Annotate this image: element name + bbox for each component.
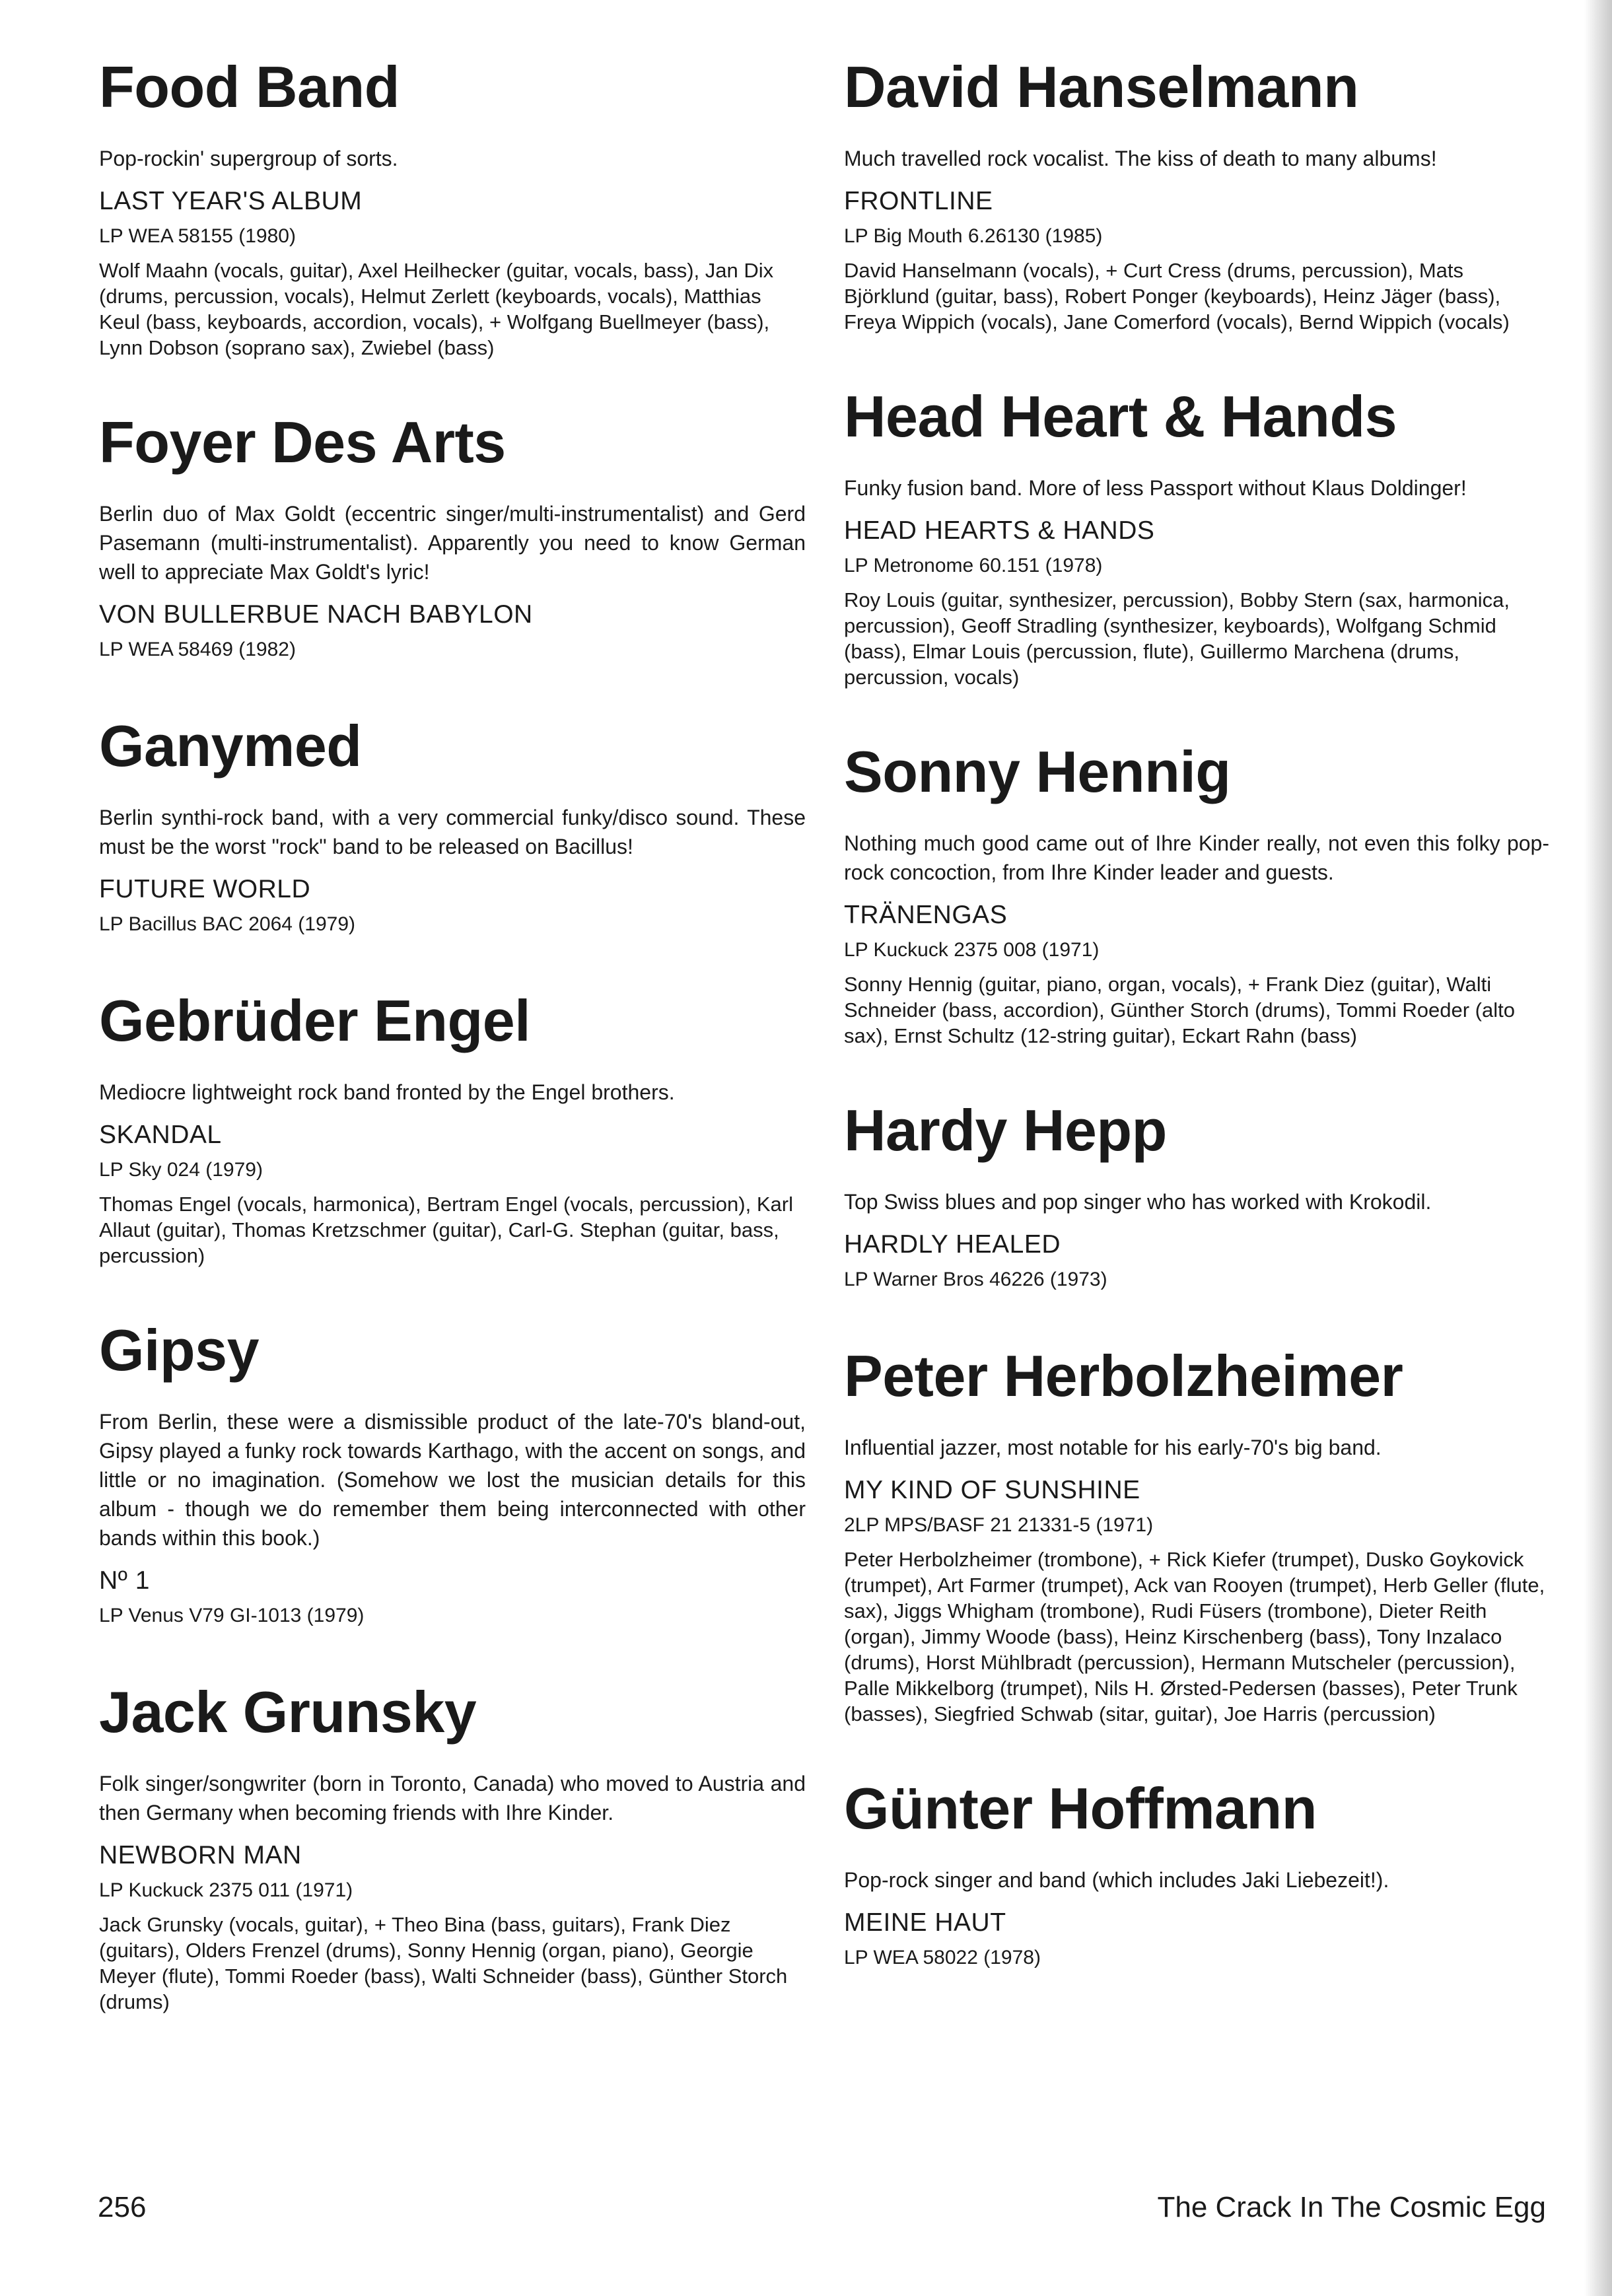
artist-name: Peter Herbolzheimer — [844, 1343, 1403, 1409]
release-info: LP Kuckuck 2375 011 (1971) — [99, 1879, 353, 1901]
release-info: LP Kuckuck 2375 008 (1971) — [844, 939, 1100, 961]
artist-name: Ganymed — [99, 713, 362, 779]
artist-entry — [844, 738, 1549, 1049]
artist-entry — [844, 1774, 1549, 1972]
artist-description: Pop-rock singer and band (which includes Jaki Liebezeit!). — [844, 1868, 1389, 1892]
album-title: TRÄNENGAS — [844, 901, 1008, 929]
release-info: LP Warner Bros 46226 (1973) — [844, 1269, 1107, 1290]
artist-entry — [99, 408, 806, 664]
artist-entry — [99, 712, 806, 939]
artist-entry — [844, 53, 1549, 335]
artist-name: Hardy Hepp — [844, 1097, 1167, 1163]
personnel-list: Thomas Engel (vocals, harmonica), Bertram Engel (vocals, percussion), Karl Allaut (guitar), Thomas Kretzschmer (guitar), Carl-G. Stephan (guitar, bass, percussion) — [99, 1193, 793, 1267]
artist-name: Gebrüder Engel — [99, 988, 531, 1053]
artist-entry — [99, 53, 806, 361]
right-column — [844, 53, 1549, 2020]
album-title: HARDLY HEALED — [844, 1230, 1061, 1259]
release-info: LP WEA 58155 (1980) — [99, 225, 296, 247]
artist-description: Folk singer/songwriter (born in Toronto, Canada) who moved to Austria and then Germany when becoming friends with Ihre Kinder. — [99, 1772, 806, 1825]
release-info: LP Sky 024 (1979) — [99, 1159, 263, 1181]
release-info: 2LP MPS/BASF 21 21331-5 (1971) — [844, 1514, 1154, 1536]
artist-entry — [99, 1316, 806, 1630]
artist-description: Much travelled rock vocalist. The kiss of death to many albums! — [844, 147, 1437, 170]
artist-description: Top Swiss blues and pop singer who has worked with Krokodil. — [844, 1190, 1432, 1214]
album-title: SKANDAL — [99, 1121, 222, 1149]
left-column — [99, 53, 806, 2062]
artist-name: Head Heart & Hands — [844, 384, 1397, 449]
album-title: VON BULLERBUE NACH BABYLON — [99, 600, 533, 629]
artist-entry — [844, 1342, 1549, 1727]
album-title: FRONTLINE — [844, 187, 993, 215]
artist-description: Funky fusion band. More of less Passport without Klaus Doldinger! — [844, 476, 1467, 500]
album-title: NEWBORN MAN — [99, 1841, 302, 1869]
artist-description: Influential jazzer, most notable for his early-70's big band. — [844, 1436, 1382, 1459]
personnel-list: Jack Grunsky (vocals, guitar), + Theo Bina (bass, guitars), Frank Diez (guitars), Olders Frenzel (drums), Sonny Hennig (organ, piano), Georgie Meyer (flute), Tommi Roeder (bass), Walti Schneider (bass), Günther Storch (drums) — [99, 1913, 788, 2013]
artist-entry — [844, 382, 1549, 690]
album-title: HEAD HEARTS & HANDS — [844, 516, 1155, 545]
release-info: LP WEA 58022 (1978) — [844, 1947, 1041, 1968]
album-title: FUTURE WORLD — [99, 875, 311, 903]
personnel-list: David Hanselmann (vocals), + Curt Cress (drums, percussion), Mats Björklund (guitar, bass), Robert Ponger (keyboards), Heinz Jäger (bass), Freya Wippich (vocals), Jane Comerford (vocals), Bernd Wippich (vocals) — [844, 259, 1510, 333]
release-info: LP WEA 58469 (1982) — [99, 639, 296, 660]
album-title: MY KIND OF SUNSHINE — [844, 1476, 1140, 1504]
album-title: MEINE HAUT — [844, 1908, 1006, 1937]
artist-description: Berlin duo of Max Goldt (eccentric singer/multi-instrumentalist) and Gerd Pasemann (multi-instrumentalist). Apparently you need to know German well to appreciate Max Goldt's lyric! — [99, 502, 806, 584]
album-title: Nº 1 — [99, 1566, 150, 1595]
artist-name: Foyer Des Arts — [99, 409, 506, 475]
artist-entry — [99, 987, 806, 1269]
personnel-list: Wolf Maahn (vocals, guitar), Axel Heilhecker (guitar, vocals, bass), Jan Dix (drums, percussion, vocals), Helmut Zerlett (keyboards, vocals), Matthias Keul (bass, keyboards, accordion, vocals), + Wolfgang Buellmeyer (bass), Lynn Dobson (soprano sax), Zwiebel (bass) — [99, 259, 774, 359]
personnel-list: Roy Louis (guitar, synthesizer, percussion), Bobby Stern (sax, harmonica, percussion), Geoff Stradling (synthesizer, keyboards), Wolfgang Schmid (bass), Elmar Louis (percussion, flute), Guillermo Marchena (drums, percussion, vocals) — [844, 588, 1510, 689]
artist-description: Mediocre lightweight rock band fronted by the Engel brothers. — [99, 1080, 675, 1104]
page-number: 256 — [98, 2191, 147, 2223]
artist-name: Günter Hoffmann — [844, 1776, 1317, 1841]
release-info: LP Venus V79 GI-1013 (1979) — [99, 1605, 365, 1626]
artist-description: Pop-rockin' supergroup of sorts. — [99, 147, 398, 170]
release-info: LP Bacillus BAC 2064 (1979) — [99, 913, 356, 935]
artist-entry — [99, 1678, 806, 2015]
artist-name: Gipsy — [99, 1317, 260, 1383]
album-title: LAST YEAR'S ALBUM — [99, 187, 363, 215]
artist-name: Jack Grunsky — [99, 1679, 477, 1745]
artist-description: Berlin synthi-rock band, with a very commercial funky/disco sound. These must be the worst "rock" band to be released on Bacillus! — [99, 806, 806, 858]
artist-description: Nothing much good came out of Ihre Kinder really, not even this folky pop-rock concoction, from Ihre Kinder leader and guests. — [844, 831, 1549, 884]
artist-name: Food Band — [99, 54, 400, 120]
release-info: LP Big Mouth 6.26130 (1985) — [844, 225, 1103, 247]
personnel-list: Peter Herbolzheimer (trombone), + Rick Kiefer (trumpet), Dusko Goykovick (trumpet), Art Fɑrmer (trumpet), Ack van Rooyen (trumpet), Herb Geller (flute, sax), Jiggs Whigham (trombone), Rudi Füsers (trombone), Dieter Reith (organ), Jimmy Woode (bass), Heinz Kirschenberg (bass), Tony Inzalaco (drums), Horst Mühlbradt (percussion), Hermann Mutscheler (percussion), Palle Mikkelborg (trumpet), Nils H. Ørsted-Pedersen (basses), Peter Trunk (basses), Siegfried Schwab (sitar, guitar), Joe Harris (percussion) — [844, 1548, 1545, 1725]
artist-entry — [844, 1096, 1549, 1294]
artist-name: Sonny Hennig — [844, 739, 1231, 804]
personnel-list: Sonny Hennig (guitar, piano, organ, vocals), + Frank Diez (guitar), Walti Schneider (bass, accordion), Günther Storch (drums), Tommi Roeder (alto sax), Ernst Schultz (12-string guitar), Eckart Rahn (bass) — [844, 973, 1515, 1047]
artist-description: From Berlin, these were a dismissible product of the late-70's bland-out, Gipsy played a funky rock towards Karthago, with the accent on songs, and little or no imagination. (Somehow we lost the musician details for this album - though we do remember them being interconnected with other bands within this book.) — [99, 1410, 806, 1550]
page-edge-shadow — [1584, 0, 1612, 2296]
book-title-footer: The Crack In The Cosmic Egg — [1157, 2191, 1546, 2223]
release-info: LP Metronome 60.151 (1978) — [844, 555, 1103, 576]
artist-name: David Hanselmann — [844, 54, 1359, 120]
